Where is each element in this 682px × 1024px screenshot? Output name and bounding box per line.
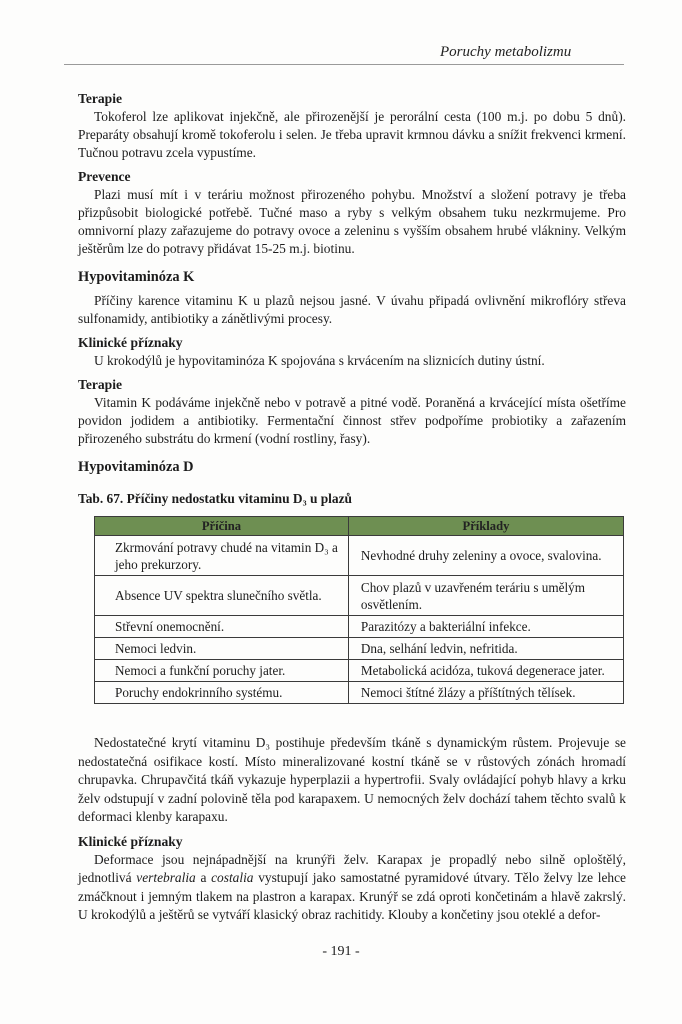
causes-table — [94, 516, 624, 704]
main-text — [78, 90, 626, 508]
italic-term: costalia — [211, 870, 254, 885]
table-cell-cause: Zkrmování potravy chudé na vitamin D₃ a jeho prekurzory. — [95, 536, 349, 576]
table-header-examples: Příklady — [348, 517, 623, 536]
paragraph-klinicke-priznaky: U krokodýlů je hypovitaminóza K spojována s krvácením na sliznicích dutiny ústní. — [94, 353, 545, 368]
heading-hypovitaminoza-k: Hypovitaminóza K — [78, 269, 195, 285]
italic-term: vertebralia — [136, 870, 196, 885]
paragraph-hypovitaminoza-k: Příčiny karence vitaminu K u plazů nejsou jasné. V úvahu připadá ovlivnění mikroflóry střeva sulfonamidy, antibiotiky a zánětlivými procesy. — [78, 293, 626, 326]
paragraph-klinicke-priznaky-d — [78, 851, 626, 925]
table-cell-cause: Poruchy endokrinního systému. — [95, 682, 349, 704]
table-cell-example: Chov plazů v uzavřeném teráriu s umělým osvětlením. — [348, 576, 623, 616]
heading-terapie: Terapie — [78, 91, 123, 106]
header-rule — [64, 64, 624, 65]
table-cell-example: Dna, selhání ledvin, nefritida. — [348, 638, 623, 660]
table-cell-cause: Absence UV spektra slunečního světla. — [95, 576, 349, 616]
table-cell-example: Parazitózy a bakteriální infekce. — [348, 616, 623, 638]
heading-terapie-k: Terapie — [78, 377, 123, 392]
text-after-table — [78, 734, 626, 925]
table-cell-cause: Nemoci a funkční poruchy jater. — [95, 660, 349, 682]
text-run: a — [195, 870, 212, 885]
heading-prevence: Prevence — [78, 169, 131, 184]
table-header-cause: Příčina — [95, 517, 349, 536]
table-cell-example: Metabolická acidóza, tuková degenerace jater. — [348, 660, 623, 682]
table-row — [95, 660, 624, 682]
table-cell-example: Nevhodné druhy zeleniny a ovoce, svalovina. — [348, 536, 623, 576]
heading-klinicke-priznaky: Klinické příznaky — [78, 335, 183, 350]
paragraph-prevence: Plazi musí mít i v teráriu možnost přirozeného pohybu. Množství a složení potravy je třeba přizpůsobit biologické potřebě. Tučné maso a ryby s velkým obsahem tuku nezkrmujeme. Pro omnivorní plazy zařazujeme do potravy ovoce a zeleninu s vyšším obsahem hrubé vlákniny. Velkým ještěrům lze do potravy přidávat 15-25 m.j. biotinu. — [78, 187, 626, 256]
heading-klinicke-priznaky-d: Klinické příznaky — [78, 833, 183, 849]
table-row — [95, 616, 624, 638]
page-number: - 191 - — [322, 944, 360, 959]
heading-hypovitaminoza-d: Hypovitaminóza D — [78, 459, 194, 475]
table-caption: Tab. 67. Příčiny nedostatku vitaminu D₃ u plazů — [78, 491, 352, 506]
table-row — [95, 576, 624, 616]
paragraph-terapie-k: Vitamin K podáváme injekčně nebo v potravě a pitné vodě. Poraněná a krvácející místa ošetříme povidon jodidem a antibiotiky. Fermentační činnost střev podpoříme probiotiky a zařazením přirozeného substrátu do krmení (vodní rostliny, řasy). — [78, 395, 626, 446]
paragraph-terapie: Tokoferol lze aplikovat injekčně, ale přirozenější je perorální cesta (100 m.j. po dobu 5 dnů). Preparáty obsahují kromě tokoferolu i selen. Je třeba upravit krmnou dávku a snížit frekvenci krmení. Tučnou potravu zcela vypustíme. — [78, 109, 626, 160]
table-header-row — [95, 517, 624, 536]
table-row — [95, 638, 624, 660]
table-cell-cause: Střevní onemocnění. — [95, 616, 349, 638]
running-head: Poruchy metabolizmu — [440, 44, 572, 60]
table-cell-cause: Nemoci ledvin. — [95, 638, 349, 660]
table-row — [95, 536, 624, 576]
table-cell-example: Nemoci štítné žlázy a příštítných tělísek. — [348, 682, 623, 704]
text-run: Deformace jsou nejnápadnější na krunýři želv. Karapax je propadlý nebo silně oploštělý, jednotlivá — [78, 851, 626, 885]
table-row — [95, 682, 624, 704]
paragraph-vitamin-d: Nedostatečné krytí vitaminu D₃ postihuje především tkáně s dynamickým růstem. Projevuje se nedostatečná osifikace kostí. Místo mineralizované kostní tkáně se v růstových zónách hromadí chrupavka. Chrupavčitá tkáň vykazuje hyperplazii a hypertrofii. Svaly ovládající pohyb hlavy a krku želv odstupují v zadní polovině těla pod karapaxem. U nemocných želv dochází tahem těchto svalů k deformaci klenby karapaxu. — [78, 735, 626, 824]
text-run: vystupují jako samostatné pyramidové útvary. Tělo želvy lze lehce zmáčknout i jemným tlakem na plastron a karapax. Krunýř se zdá oproti končetinám a hlavě zakrslý. U krokodýlů a ještěrů se vytváří klasický obraz rachitidy. Klouby a končetiny jsou oteklé a defor- — [78, 870, 626, 922]
